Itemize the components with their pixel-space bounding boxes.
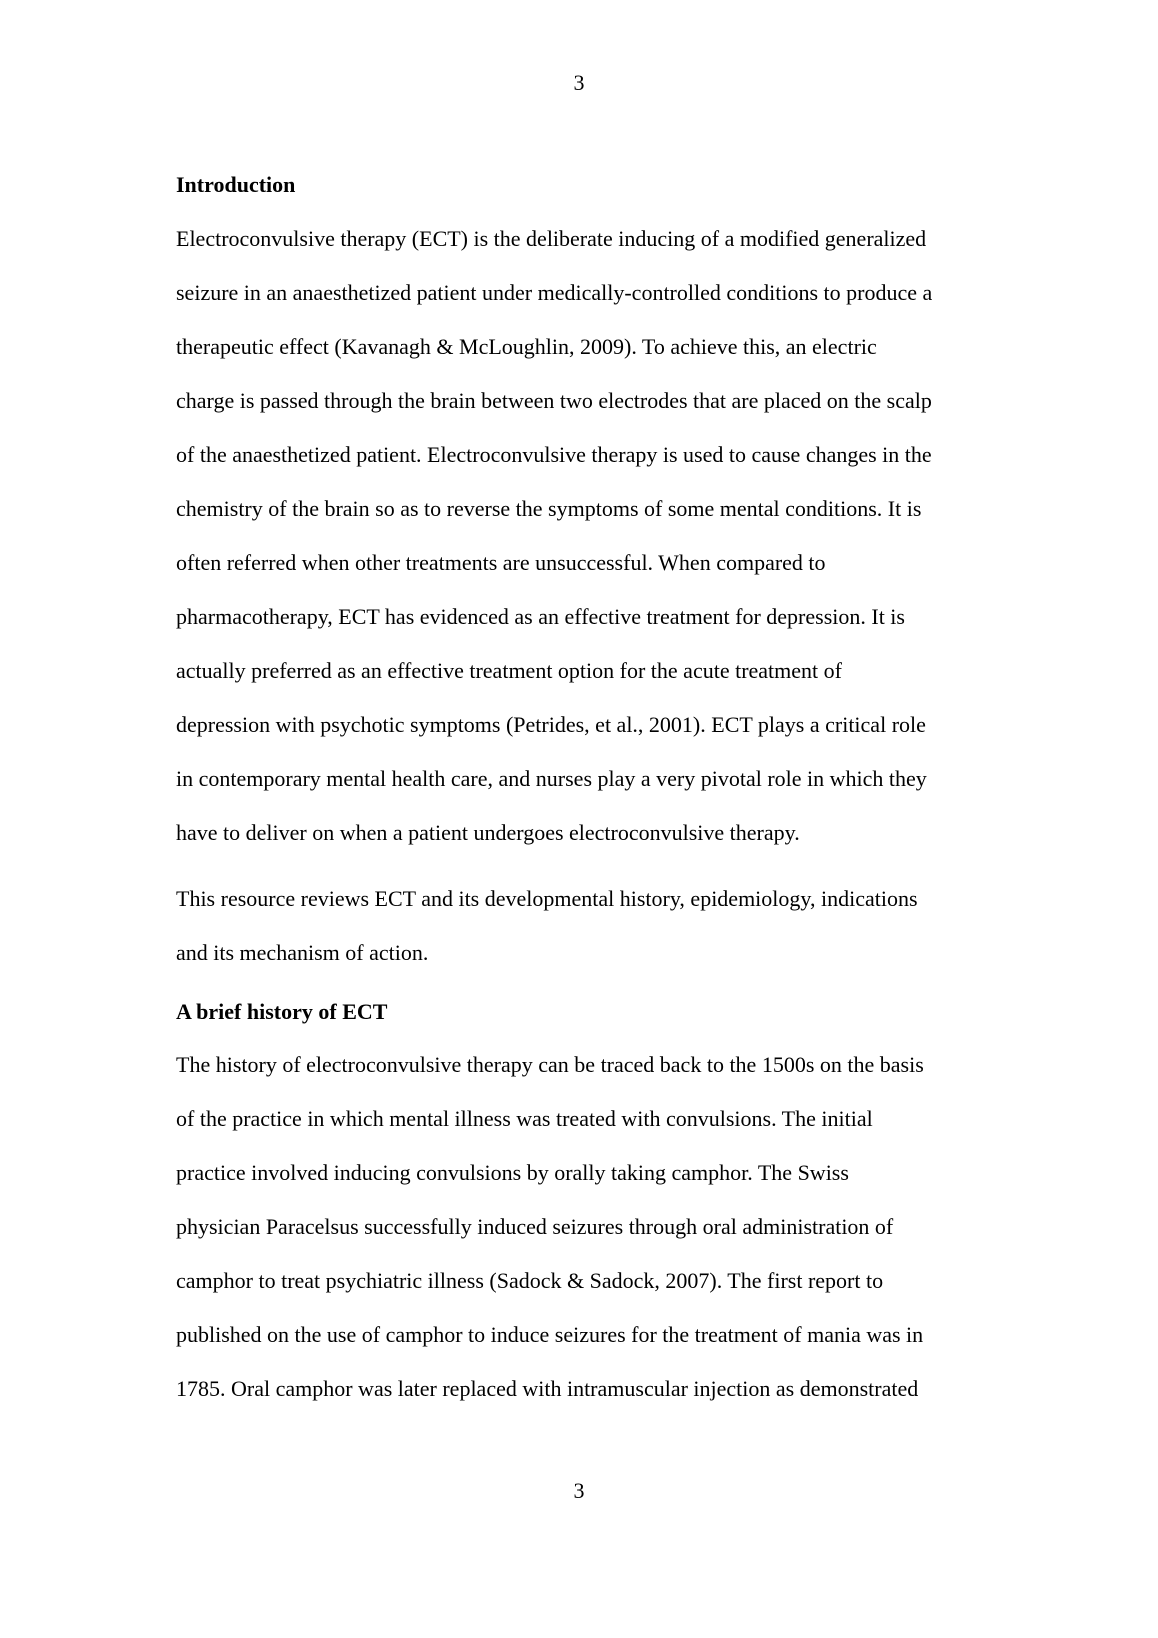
paragraph-line: depression with psychotic symptoms (Petrides, et al., 2001). ECT plays a critical role — [176, 712, 926, 737]
paragraph-line: pharmacotherapy, ECT has evidenced as an effective treatment for depression. It is — [176, 604, 905, 629]
paragraph-line: seizure in an anaesthetized patient under medically-controlled conditions to produce a — [176, 280, 933, 305]
paragraph-line: camphor to treat psychiatric illness (Sadock & Sadock, 2007). The first report to — [176, 1268, 884, 1293]
page-number-top: 3 — [573, 70, 585, 95]
document-body — [176, 170, 1006, 1416]
paragraph-line: Electroconvulsive therapy (ECT) is the deliberate inducing of a modified generalized — [176, 226, 927, 251]
paragraph-line: practice involved inducing convulsions by orally taking camphor. The Swiss — [176, 1160, 849, 1185]
page-number-bottom: 3 — [573, 1478, 585, 1503]
resource-overview-paragraph — [176, 872, 1006, 980]
history-heading: A brief history of ECT — [176, 999, 388, 1024]
paragraph-line: in contemporary mental health care, and nurses play a very pivotal role in which they — [176, 766, 927, 791]
paragraph-line: This resource reviews ECT and its developmental history, epidemiology, indications — [176, 886, 918, 911]
paragraph-line: 1785. Oral camphor was later replaced with intramuscular injection as demonstrated — [176, 1376, 919, 1401]
paragraph-line: The history of electroconvulsive therapy can be traced back to the 1500s on the basis — [176, 1052, 924, 1077]
history-paragraph — [176, 1038, 1006, 1416]
paragraph-line: actually preferred as an effective treatment option for the acute treatment of — [176, 658, 842, 683]
paragraph-line: and its mechanism of action. — [176, 940, 429, 965]
paragraph-line: chemistry of the brain so as to reverse the symptoms of some mental conditions. It is — [176, 496, 922, 521]
paragraph-line: often referred when other treatments are unsuccessful. When compared to — [176, 550, 826, 575]
paragraph-line: therapeutic effect (Kavanagh & McLoughlin, 2009). To achieve this, an electric — [176, 334, 877, 359]
introduction-heading: Introduction — [176, 172, 296, 197]
paragraph-line: of the anaesthetized patient. Electroconvulsive therapy is used to cause changes in the — [176, 442, 932, 467]
paragraph-line: charge is passed through the brain between two electrodes that are placed on the scalp — [176, 388, 932, 413]
introduction-paragraph — [176, 212, 1006, 860]
paragraph-line: physician Paracelsus successfully induced seizures through oral administration of — [176, 1214, 894, 1239]
paragraph-line: published on the use of camphor to induce seizures for the treatment of mania was in — [176, 1322, 924, 1347]
paragraph-line: of the practice in which mental illness was treated with convulsions. The initial — [176, 1106, 873, 1131]
paragraph-line: have to deliver on when a patient undergoes electroconvulsive therapy. — [176, 820, 800, 845]
